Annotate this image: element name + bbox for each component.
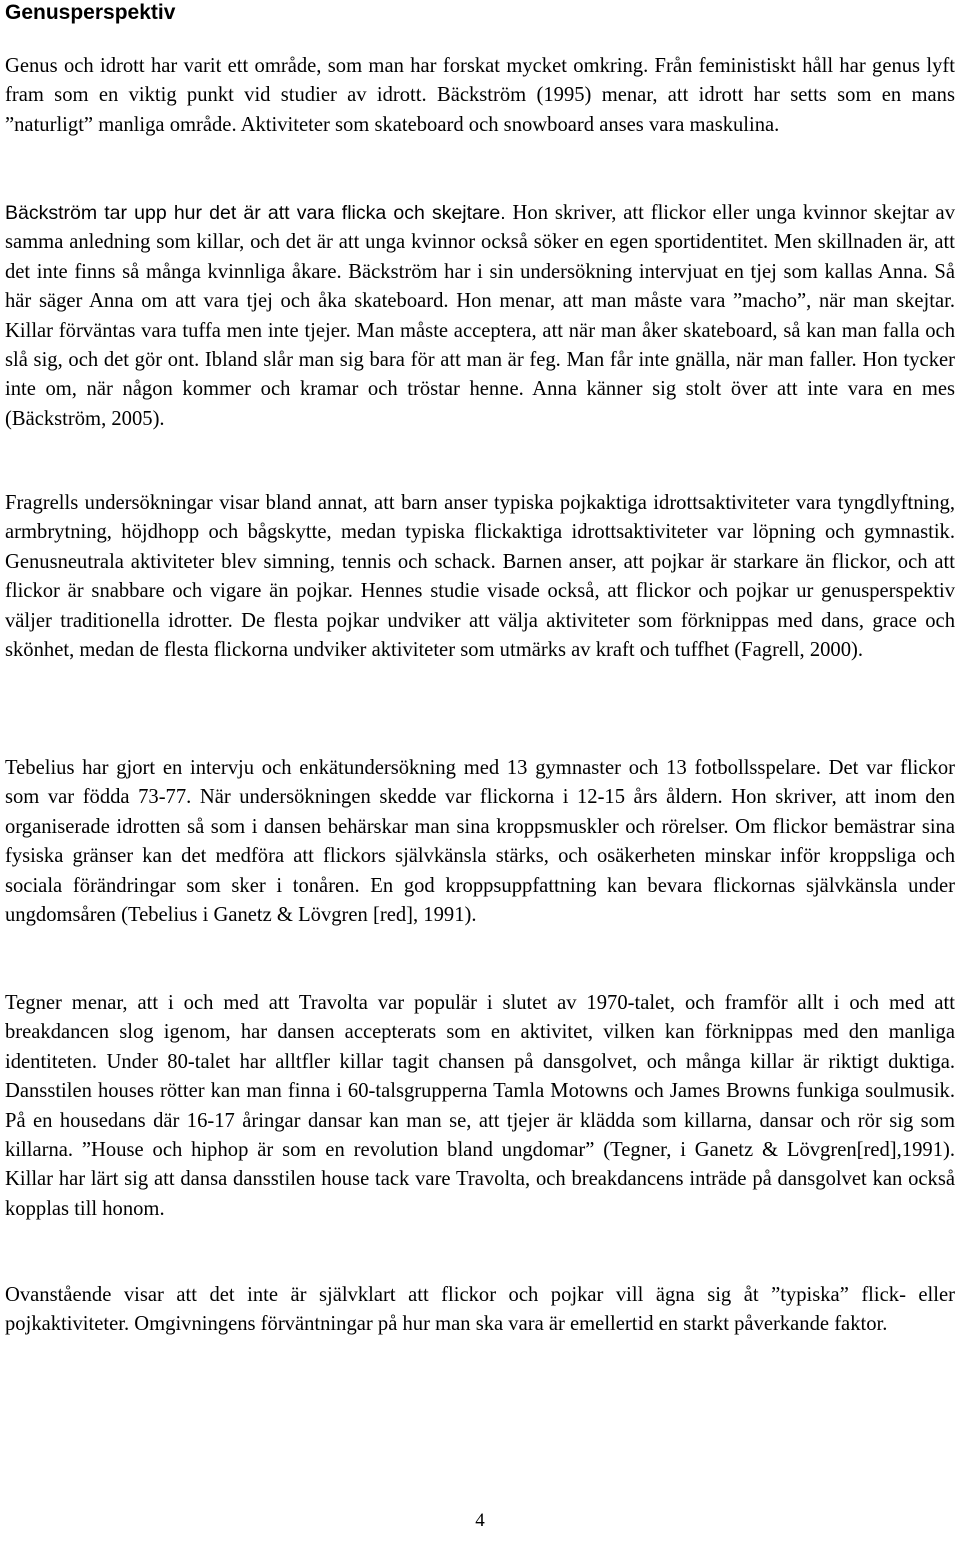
page-number: 4 bbox=[475, 1510, 485, 1531]
section-heading: Genusperspektiv bbox=[5, 1, 176, 24]
paragraph-lead-sentence: Bäckström tar upp hur det är att vara flicka och skejtare. bbox=[5, 202, 506, 224]
paragraph-backstrom-skating bbox=[5, 199, 955, 434]
paragraph-fagrell-study: Fragrells undersökningar visar bland annat, att barn anser typiska pojkaktiga idrottsaktiviteter vara tyngdlyftning, armbrytning, höjdhopp och bågskytte, medan typiska flickaktiga idrottsaktiviteter var löpning och gymnastik. Genusneutrala aktiviteter blev simning, tennis och schack. Barnen anser, att pojkar är starkare än flickor, och att flickor är snabbare och vigare än pojkar. Hennes studie visade också, att flickor och pojkar ur genusperspektiv väljer traditionella idrotter. De flesta pojkar undviker att välja aktiviteter som förknippas med dans, grace och skönhet, medan de flesta flickorna undviker aktiviteter som utmärks av kraft och tuffhet (Fagrell, 2000). bbox=[5, 492, 955, 662]
paragraph-body-text: Hon skriver, att flickor eller unga kvinnor skejtar av samma anledning som killar, och det är att unga kvinnor också söker en egen sportidentitet. Men skillnaden är, att det inte finns så många kvinnliga åkare. Bäckström har i sin undersökning intervjuat en tjej som kallas Anna. Så här säger Anna om att vara tjej och åka skateboard. Hon menar, att man måste vara ”macho”, när man skejtar. Killar förväntas vara tuffa men inte tjejer. Man måste acceptera, att när man åker skateboard, så kan man falla och slå sig, och det gör ont. Ibland slår man sig bara för att man är feg. Man får inte gnälla, när man faller. Hon tycker inte om, när någon kommer och kramar och tröstar henne. Anna känner sig stolt över att inte vara en mes (Bäckström, 2005). bbox=[5, 202, 955, 430]
paragraph-tebelius-study: Tebelius har gjort en intervju och enkätundersökning med 13 gymnaster och 13 fotbollsspelare. Det var flickor som var födda 73-77. När undersökningen skedde var flickorna i 12-15 års åldern. Hon skriver, att inom den organiserade idrotten så som i dansen behärskar man sina kroppsmuskler och rörelser. Om flickor bemästrar sina fysiska gränser kan det medföra att flickors självkänsla stärks, och osäkerheten minskar inför kroppsliga och sociala förändringar som sker i tonåren. En god kroppsuppfattning kan bevara flickornas självkänsla under ungdomsåren (Tebelius i Ganetz & Lövgren [red], 1991). bbox=[5, 757, 955, 927]
document-page bbox=[5, 0, 955, 1336]
paragraph-conclusion: Ovanstående visar att det inte är självklart att flickor och pojkar vill ägna sig åt ”typiska” flick- eller pojkaktiviteter. Omgivningens förväntningar på hur man ska vara är emellertid en starkt påverkande faktor. bbox=[5, 1284, 955, 1336]
paragraph-gender-research: Genus och idrott har varit ett område, som man har forskat mycket omkring. Från feministiskt håll har genus lyft fram som en viktig punkt vid studier av idrott. Bäckström (1995) menar, att idrott har setts som en mans ”naturligt” manliga område. Aktiviteter som skateboard och snowboard anses vara maskulina. bbox=[5, 55, 955, 136]
paragraph-tegner-dance: Tegner menar, att i och med att Travolta var populär i slutet av 1970-talet, och framför allt i och med att breakdancen slog igenom, har dansen accepterats som en aktivitet, vilken kan förknippas med den manliga identiteten. Under 80-talet har alltfler killar tagit chansen på dansgolvet, och många killar är riktigt duktiga. Dansstilen houses rötter kan man finna i 60-talsgrupperna Tamla Motowns och James Browns funkiga soulmusik. På en housedans där 16-17 åringar dansar kan man se, att tjejer är klädda som killarna, dansar och rör sig som killarna. ”House och hiphop är som en revolution bland ungdomar” (Tegner, i Ganetz & Lövgren[red],1991). Killar har lärt sig att dansa dansstilen house tack vare Travolta, och breakdancens inträde på dansgolvet kan också kopplas till honom. bbox=[5, 992, 955, 1220]
